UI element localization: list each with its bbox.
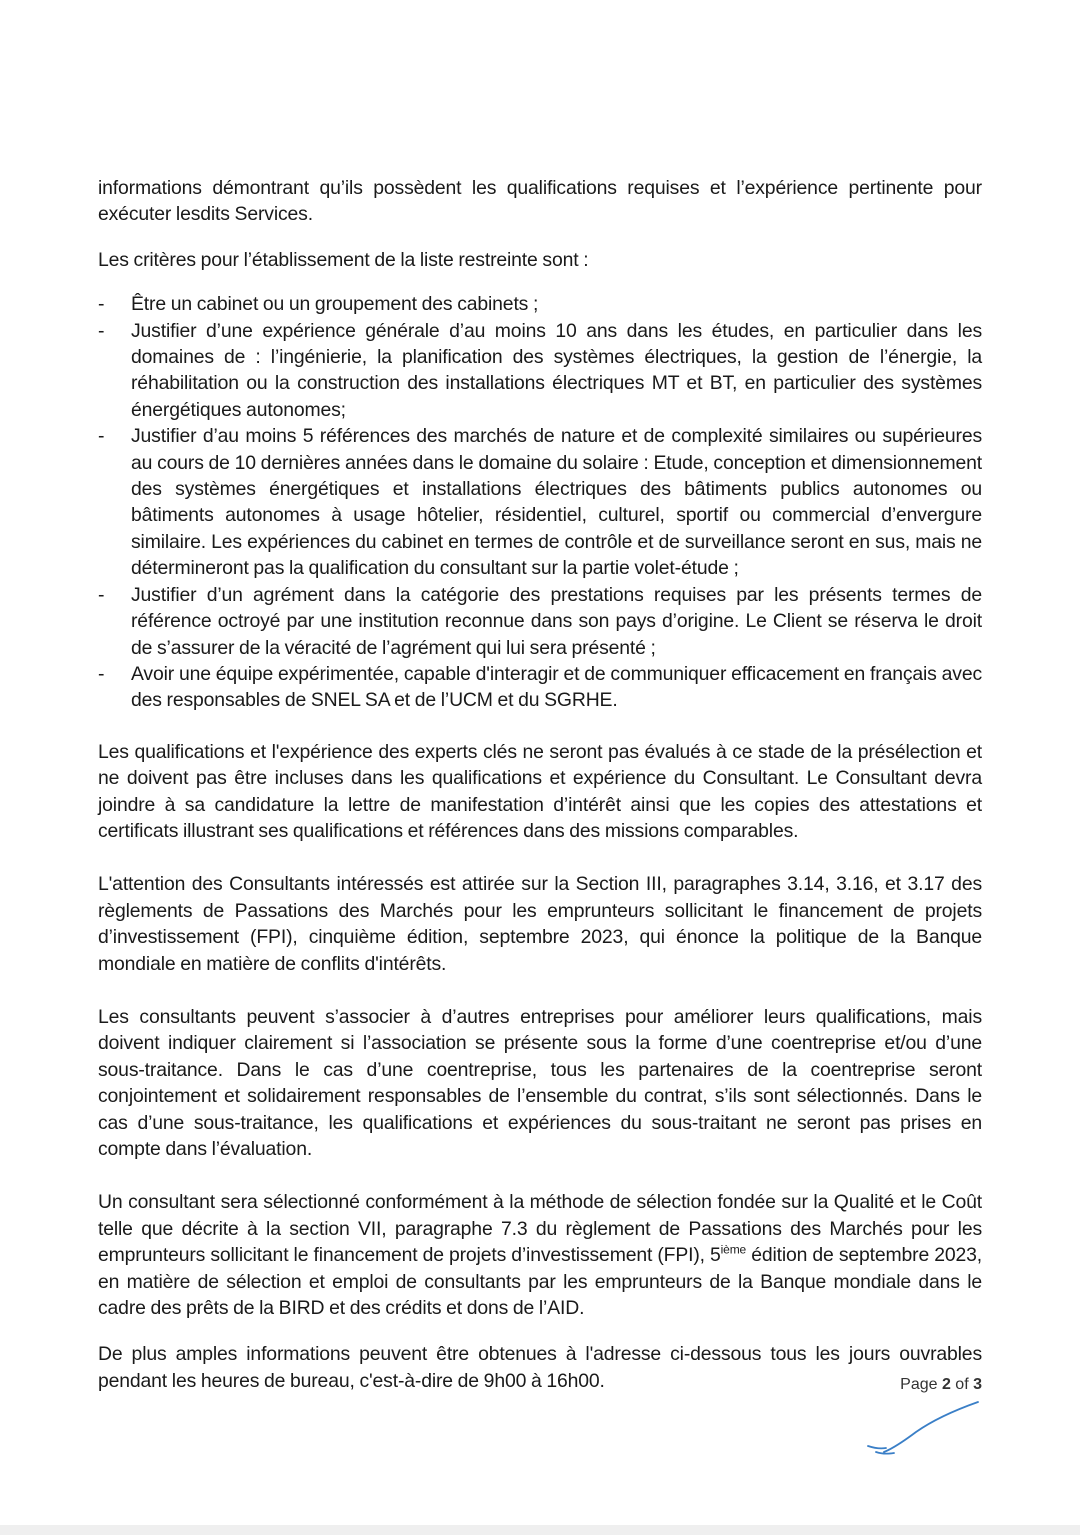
criteria-list — [98, 291, 982, 714]
paragraph-selection — [98, 1189, 982, 1321]
bullet-dash: - — [98, 293, 105, 316]
selection-text-before: Un consultant sera sélectionné conformément à la méthode de sélection fondée sur la Qualité et le Coût telle que décrite à la section VII, paragraphe 7.3 du règlement de Passations des Marchés pour les emprunteurs sollicitant le financement de projets d’investissement (FPI), 5 — [98, 1191, 982, 1267]
page-separator: of — [950, 1376, 974, 1393]
bullet-dash: - — [98, 319, 105, 342]
criteria-text: Avoir une équipe expérimentée, capable d'interagir et de communiquer efficacement en français avec des responsables de SNEL SA et de l’UCM et du SGRHE. — [131, 662, 982, 712]
page-total: 3 — [973, 1376, 982, 1393]
selection-superscript: ième — [720, 1242, 747, 1257]
paragraph-intro: informations démontrant qu’ils possèdent les qualifications requises et l’expérience pertinente pour exécuter lesdits Services. — [98, 177, 982, 226]
paragraph-association: Les consultants peuvent s’associer à d’autres entreprises pour améliorer leurs qualifications, mais doivent indiquer clairement si l’association se présente sous la forme d’une coentreprise et/ou d’une sous-traitance. Dans le cas d’une coentreprise, tous les partenaires de la coentreprise seront conjointement et solidairement responsables de l’ensemble du contrat, s’ils sont sélectionnés. Dans le cas d’une sous-traitance, les qualifications et expériences du sous-traitant ne seront pas prises en compte dans l’évaluation. — [98, 1005, 982, 1160]
bullet-dash: - — [98, 425, 105, 448]
criteria-text: Justifier d’une expérience générale d’au moins 10 ans dans les études, en particulier dans les domaines de : l’ingénierie, la planification des systèmes électriques, la gestion de l’énergie, la réhabilitation ou la construction des installations électriques MT et BT, en particulier des systèmes énergétiques autonomes; — [131, 319, 982, 421]
page-prefix: Page — [900, 1376, 942, 1393]
paragraph-info: De plus amples informations peuvent être obtenues à l'adresse ci-dessous tous les jours ouvrables pendant les heures de bureau, c'est-à-dire de 9h00 à 16h00. — [98, 1343, 982, 1392]
list-item — [98, 318, 982, 424]
criteria-text: Être un cabinet ou un groupement des cabinets ; — [131, 293, 539, 316]
list-item — [98, 423, 982, 581]
bullet-dash: - — [98, 583, 105, 606]
paragraph-attention: L'attention des Consultants intéressés est attirée sur la Section III, paragraphes 3.14, 3.16, et 3.17 des règlements de Passations des Marchés pour les emprunteurs sollicitant le financement de projets d’investissement (FPI), cinquième édition, septembre 2023, qui énonce la politique de la Banque mondiale en matière de conflits d'intérêts. — [98, 873, 982, 975]
paragraph-experts: Les qualifications et l'expérience des experts clés ne seront pas évalués à ce stade de la présélection et ne doivent pas être incluses dans les qualifications et expérience du Consultant. Le Consultant devra joindre à sa candidature la lettre de manifestation d’intérêt ainsi que les copies des attestations et certificats illustrant ses qualifications et références dans des missions comparables. — [98, 740, 982, 842]
page-number — [900, 1376, 982, 1394]
criteria-text: Justifier d’un agrément dans la catégorie des prestations requises par les présents termes de référence octroyé par une institution reconnue dans son pays d’origine. Le Client se réserva le droit de s’assurer de la véracité de l’agrément qui lui sera présenté ; — [131, 583, 982, 659]
bullet-dash: - — [98, 662, 105, 685]
list-item — [98, 661, 982, 714]
selection-text-after: édition de septembre 2023, en matière de sélection et emploi de consultants par les emprunteurs de la Banque mondiale dans le cadre des prêts de la BIRD et des crédits et dons de l’AID. — [98, 1244, 982, 1320]
criteria-text: Justifier d’au moins 5 références des marchés de nature et de complexité similaires ou supérieures au cours de 10 dernières années dans le domaine du solaire : Etude, conception et dimensionnement des systèmes énergétiques et installations électriques des bâtiments publics autonomes ou bâtiments autonomes à usage hôtelier, résidentiel, culturel, sportif ou commercial d’envergure similaire. Les expériences du cabinet en termes de contrôle et de surveillance seront en sus, mais ne détermineront pas la qualification du consultant sur la partie volet-étude ; — [131, 425, 982, 580]
paragraph-criteria-intro: Les critères pour l’établissement de la liste restreinte sont : — [98, 248, 589, 271]
page-bottom-edge — [0, 1525, 1080, 1535]
list-item — [98, 582, 982, 661]
document-body — [98, 175, 982, 1394]
initials-signature — [866, 1396, 986, 1460]
list-item — [98, 291, 982, 317]
page-current: 2 — [941, 1376, 951, 1393]
signature-stroke — [868, 1402, 978, 1454]
